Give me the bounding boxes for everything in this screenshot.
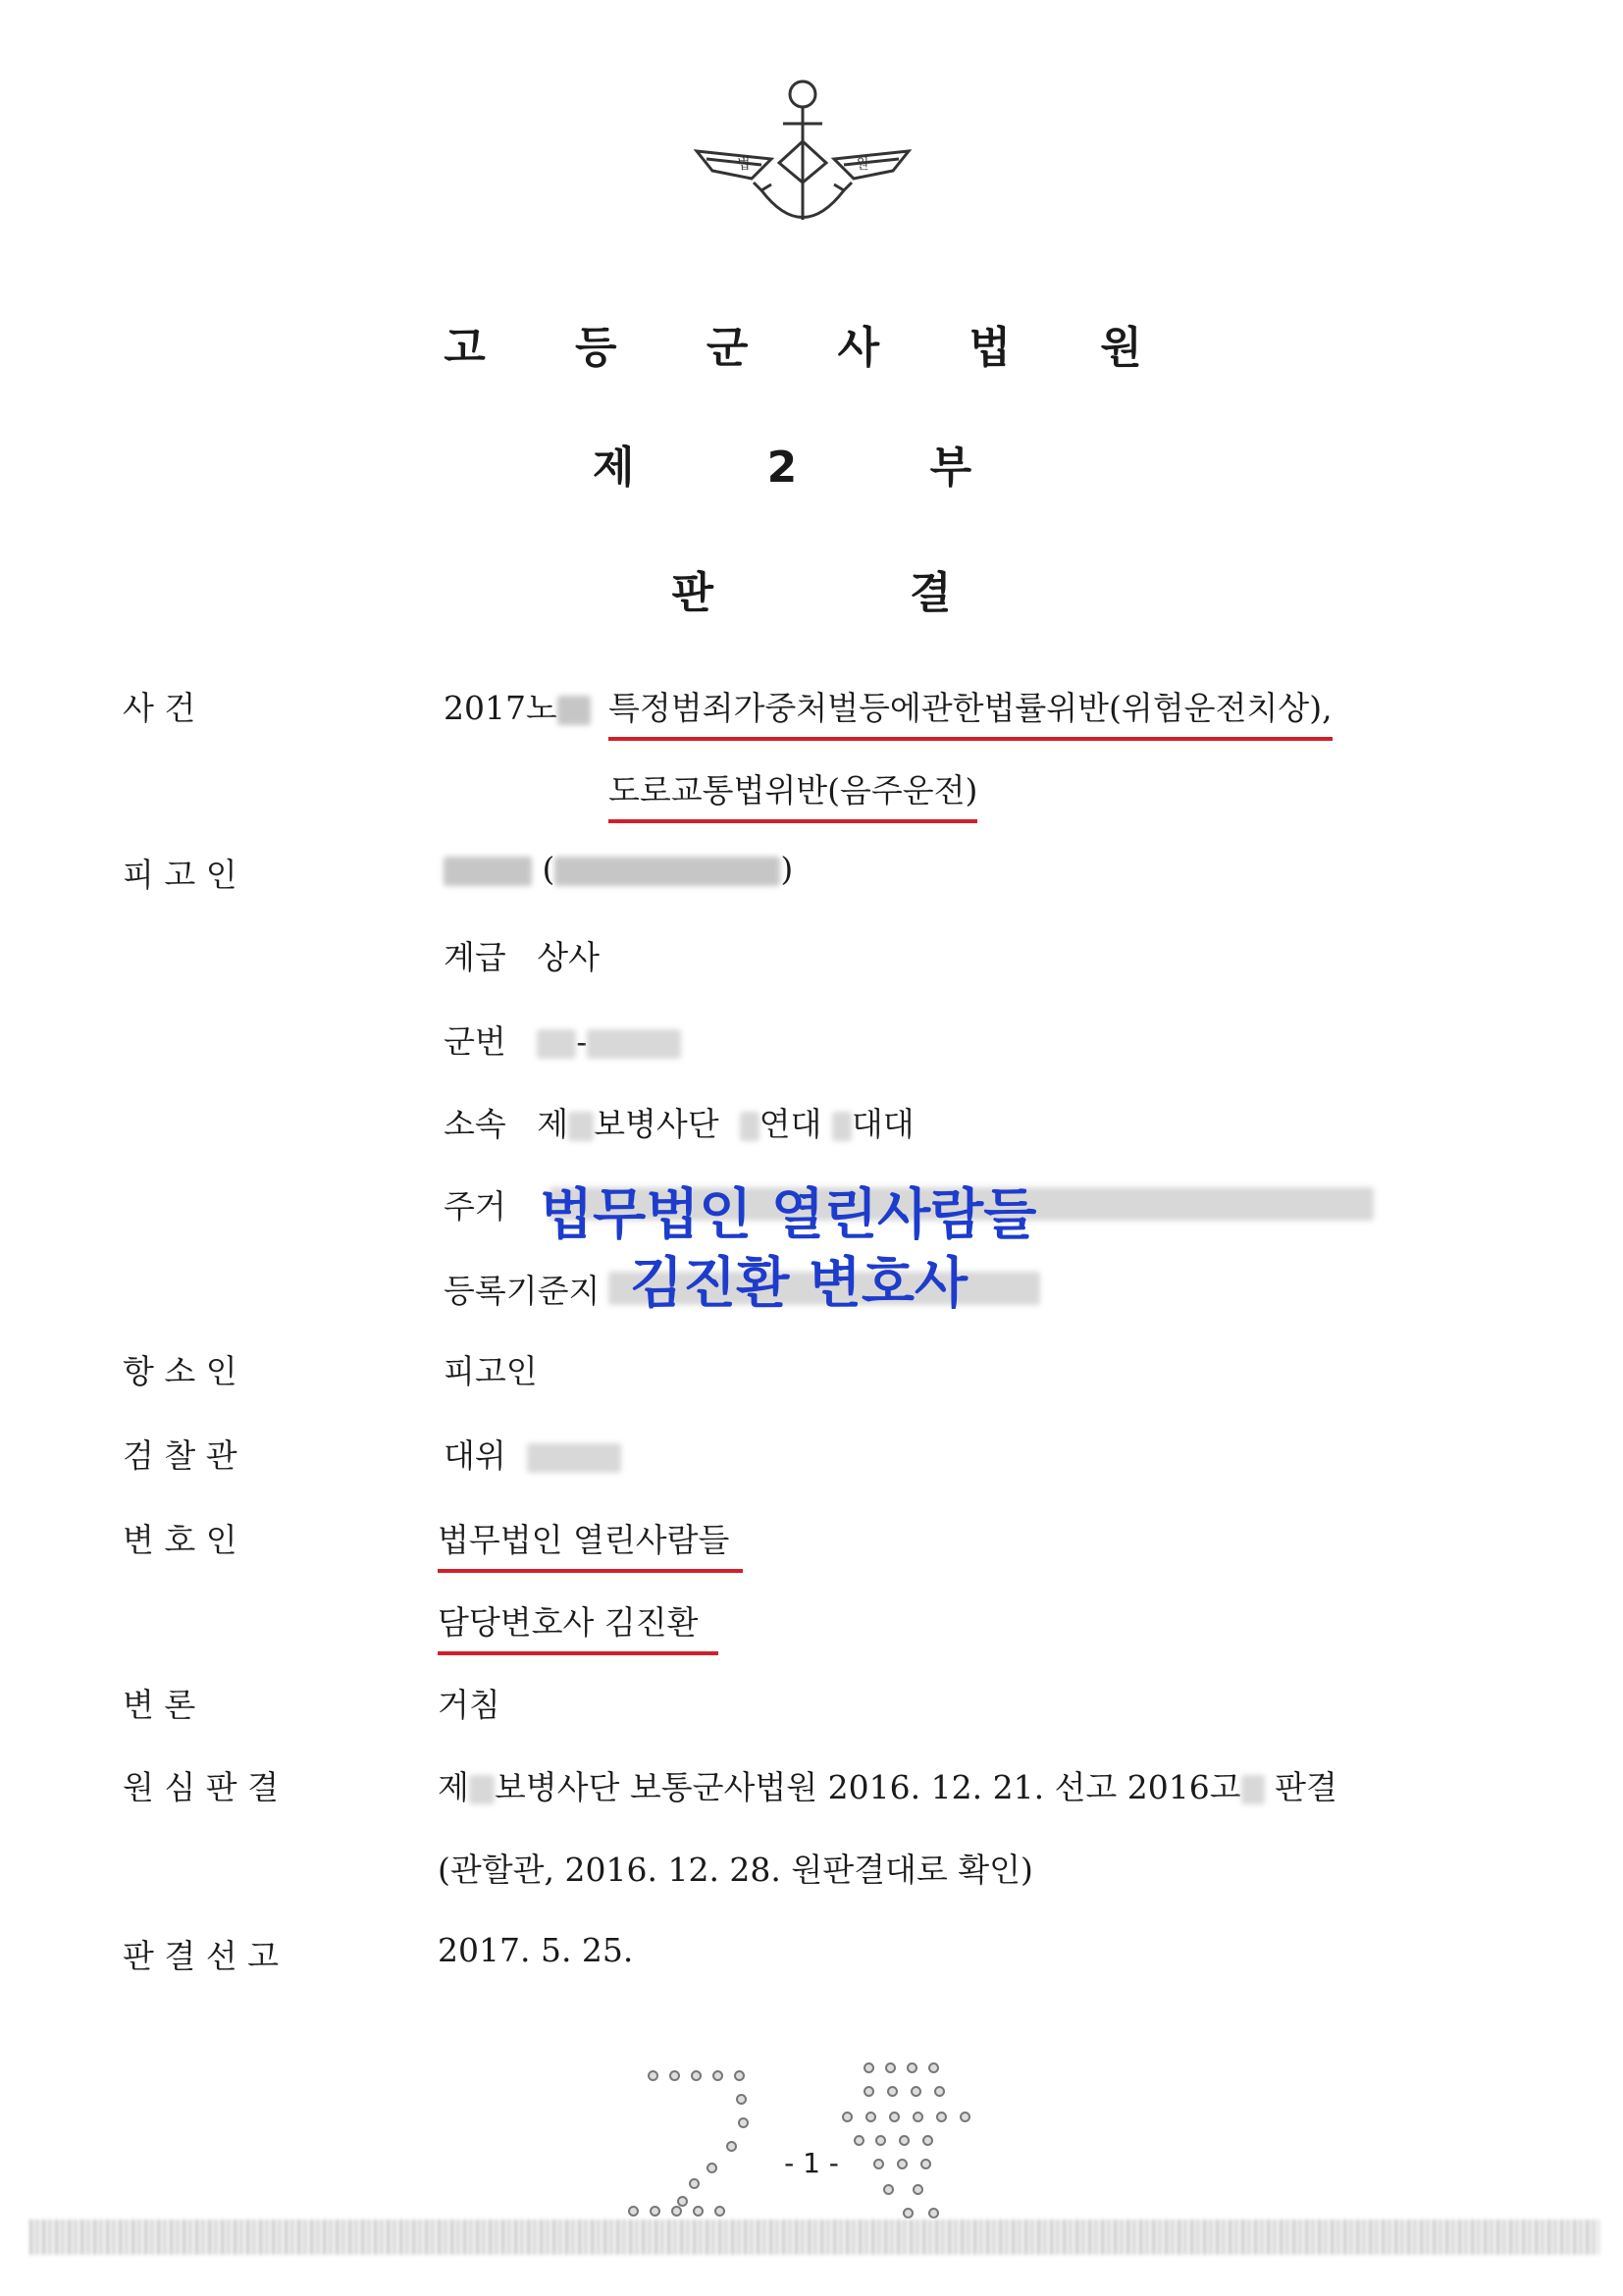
original-judgment-line1: 제 보병사단 보통군사법원 2016. 12. 21. 선고 2016고 판결 [438, 1768, 1337, 1806]
case-number: 2017노 [444, 683, 591, 729]
appellant-label: 항 소 인 [123, 1352, 237, 1390]
perforation-dot [669, 2070, 680, 2081]
perforation-dot [928, 2062, 939, 2073]
perforation-dot [887, 2086, 898, 2097]
perforation-dot [875, 2135, 886, 2146]
perforation-dot [864, 2086, 874, 2097]
counsel-label: 변 호 인 [123, 1521, 237, 1559]
original-judgment-label: 원 심 판 결 [123, 1768, 279, 1806]
perforation-dot [677, 2196, 688, 2207]
firm-stamp-line2: 김진환 변호사 [630, 1252, 969, 1316]
perforation-dot [913, 2184, 923, 2195]
perforation-dot [712, 2070, 723, 2081]
perforation-dot [911, 2086, 921, 2097]
perforated-seal-mark [618, 2061, 991, 2227]
perforation-dot [854, 2135, 864, 2146]
registry-label: 등록기준지 [444, 1272, 601, 1310]
doc-type-left: 판 [671, 568, 713, 618]
perforation-dot [734, 2070, 745, 2081]
doc-type-right: 결 [910, 568, 952, 618]
perforation-dot [650, 2206, 660, 2217]
perforation-dot [889, 2112, 900, 2122]
perforation-dot [842, 2112, 853, 2122]
perforation-dot [960, 2112, 970, 2122]
defendant-name-line: ( ) [444, 850, 793, 888]
redacted-id [554, 857, 780, 886]
perforation-dot [714, 2206, 725, 2217]
redacted-prosecutor-name [527, 1443, 621, 1473]
perforation-dot [648, 2070, 658, 2081]
perforation-dot [628, 2206, 639, 2217]
perforation-dot [738, 2117, 749, 2128]
page-number: - 1 - [784, 2147, 839, 2179]
perforation-dot [883, 2184, 894, 2195]
scan-noise-strip [29, 2219, 1599, 2255]
svg-text:원: 원 [856, 157, 869, 173]
perforation-dot [865, 2112, 876, 2122]
counsel-firm: 법무법인 열린사람들 [438, 1515, 743, 1573]
perforation-dot [928, 2208, 939, 2218]
sentencing-label: 판 결 선 고 [123, 1937, 279, 1975]
defendant-label: 피 고 인 [123, 856, 237, 894]
case-charge-2: 도로교통법위반(음주운전) [608, 765, 977, 823]
address-label: 주거 [444, 1187, 506, 1226]
perforation-dot [913, 2112, 923, 2122]
perforation-dot [691, 2070, 702, 2081]
counsel-attorney: 담당변호사 김진환 [438, 1597, 718, 1655]
perforation-dot [903, 2208, 914, 2218]
case-charge-1: 특정범죄가중처벌등에관한법률위반(위험운전치상), [608, 683, 1333, 741]
perforation-dot [864, 2062, 874, 2073]
prosecutor-label: 검 찰 관 [123, 1436, 237, 1475]
perforation-dot [934, 2086, 945, 2097]
sentencing-date: 2017. 5. 25. [438, 1931, 634, 1969]
perforation-dot [736, 2094, 747, 2105]
unit-line: 소속 제 보병사단 연대 대대 [444, 1105, 915, 1143]
perforation-dot [922, 2135, 933, 2146]
firm-stamp-line1: 법무법인 열린사람들 [540, 1183, 1037, 1247]
doc-type-title [0, 557, 1623, 620]
perforation-dot [907, 2062, 917, 2073]
perforation-dot [885, 2062, 896, 2073]
appellant-value: 피고인 [444, 1352, 538, 1390]
prosecutor-value: 대위 [444, 1431, 621, 1477]
argument-label: 변 론 [123, 1686, 196, 1724]
service-number-line: 군번 - [444, 1017, 681, 1063]
rank-line: 계급 상사 [444, 938, 601, 976]
perforation-dot [936, 2112, 947, 2122]
court-title: 고 등 군 사 법 원 [444, 323, 1179, 373]
military-court-anchor-emblem-icon [693, 73, 913, 245]
original-judgment-line2: (관할관, 2016. 12. 28. 원판결대로 확인) [438, 1851, 1033, 1889]
division-title: 제 2 부 [592, 443, 1031, 493]
perforation-dot [899, 2135, 910, 2146]
perforation-dot [693, 2206, 704, 2217]
perforation-dot [689, 2178, 700, 2189]
argument-value: 거침 [438, 1686, 500, 1724]
case-label: 사 건 [123, 689, 196, 727]
perforation-dot [671, 2206, 682, 2217]
redacted-name [444, 857, 532, 886]
svg-text:법: 법 [737, 157, 751, 173]
